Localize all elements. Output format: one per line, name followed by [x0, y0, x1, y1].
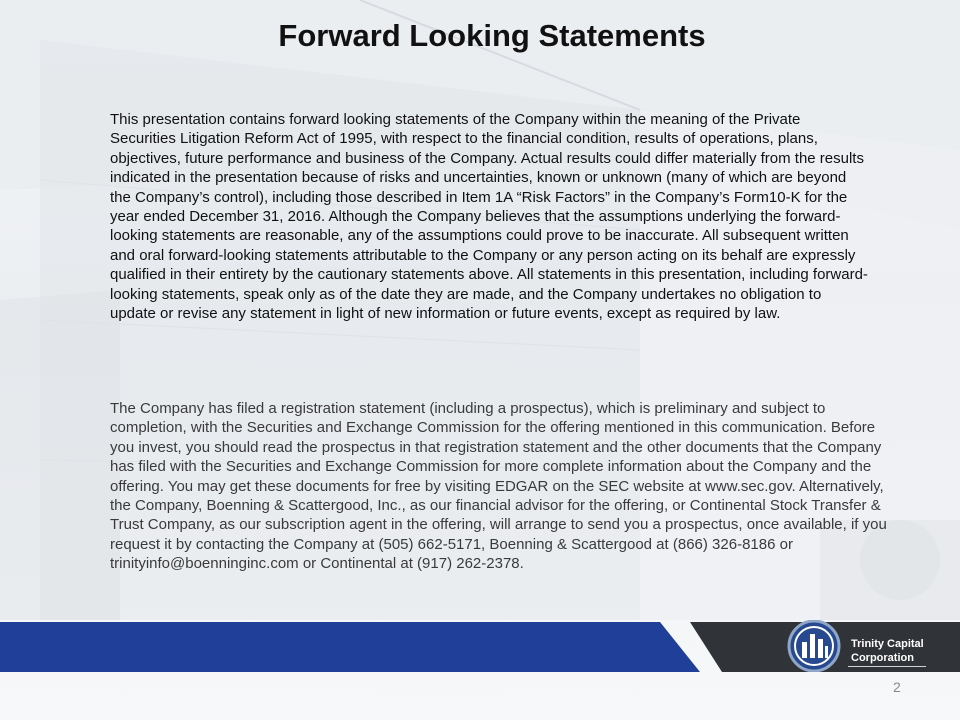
- logo-line-1: Trinity Capital: [851, 638, 924, 650]
- logo-underline: [848, 666, 926, 667]
- logo-line-2: Corporation: [851, 652, 914, 664]
- footer-blue-band: [0, 622, 700, 672]
- registration-statement-paragraph: The Company has filed a registration statement (including a prospectus), which is preliminary and subject to completion, with the Securities and Exchange Commission for the offering mentioned in this communication. Before you invest, you should read the prospectus in that registration statement and the other documents that the Company has filed with the Securities and Exchange Commission for more complete information about the Company and the offering. You may get these documents for free by visiting EDGAR on the SEC website at www.sec.gov. Alternatively, the Company, Boenning & Scattergood, Inc., as our financial advisor for the offering, or Continental Stock Transfer & Trust Company, as our subscription agent in the offering, will arrange to send you a prospectus, once available, if you request it by contacting the Company at (505) 662-5171, Boenning & Scattergood at (866) 326-8186 or trinityinfo@boenninginc.com or Continental at (917) 262-2378.: [110, 400, 887, 573]
- trinity-logo-icon: [789, 621, 839, 671]
- slide-title: Forward Looking Statements: [278, 18, 706, 53]
- page-number: 2: [893, 679, 901, 695]
- footer-band: [0, 620, 960, 672]
- company-logo-text: [851, 637, 924, 665]
- forward-looking-paragraph: This presentation contains forward looking statements of the Company within the meaning of the Private Securities Litigation Reform Act of 1995, with respect to the financial condition, results of operations, plans, objectives, future performance and business of the Company. Actual results could differ materially from the results indicated in the presentation because of risks and uncertainties, known or unknown (many of which are beyond the Company’s control), including those described in Item 1A “Risk Factors” in the Company’s Form10-K for the year ended December 31, 2016. Although the Company believes that the assumptions underlying the forward-looking statements are reasonable, any of the assumptions could prove to be inaccurate. All subsequent written and oral forward-looking statements attributable to the Company or any person acting on its behalf are expressly qualified in their entirety by the cautionary statements above. All statements in this presentation, including forward-looking statements, speak only as of the date they are made, and the Company undertakes no obligation to update or revise any statement in light of new information or future events, except as required by law.: [110, 111, 868, 323]
